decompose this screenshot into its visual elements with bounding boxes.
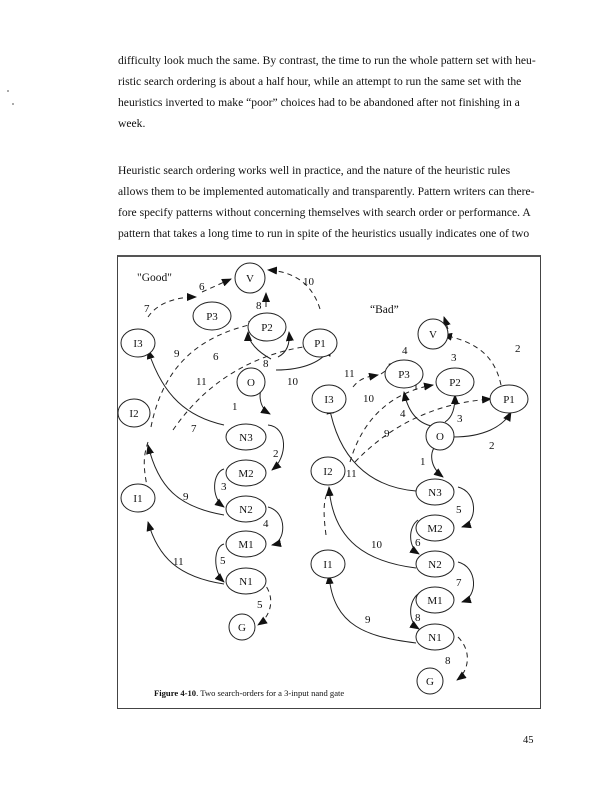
node-i1: I1 (323, 559, 333, 571)
search-order-diagram (118, 257, 542, 711)
text-line: difficulty look much the same. By contrast, the time to run the whole pattern set with heu- (118, 54, 536, 67)
edge-label: 9 (174, 348, 180, 360)
edge-label: 10 (363, 393, 374, 405)
edge-label: 10 (303, 276, 314, 288)
edge-label: 9 (384, 428, 390, 440)
edge-label: 8 (415, 612, 421, 624)
graph-title-bad: “Bad” (370, 304, 399, 316)
edge-label: 7 (144, 303, 150, 315)
text-line: Heuristic search ordering works well in practice, and the nature of the heuristic rules (118, 164, 511, 177)
edge-label: 10 (287, 376, 298, 388)
node-m1: M1 (238, 539, 254, 551)
caption-text: . Two search-orders for a 3-input nand gate (196, 688, 345, 698)
figure-4-10 (117, 255, 541, 709)
node-v: V (246, 273, 254, 285)
node-n3: N3 (428, 487, 442, 499)
edge-label: 3 (457, 413, 463, 425)
node-n2: N2 (428, 559, 442, 571)
paragraph-1 (118, 50, 538, 134)
edge-label: 8 (445, 655, 451, 667)
edge-label: 9 (365, 614, 371, 626)
figure-caption (154, 688, 344, 698)
text-line: ristic search ordering is about a half hour, while an attempt to run the same set with the (118, 75, 522, 88)
edge-label: 2 (489, 440, 495, 452)
edge-label: 4 (402, 345, 408, 357)
paragraph-2 (118, 160, 538, 244)
node-v: V (429, 329, 437, 341)
node-g: G (238, 622, 246, 634)
edge-label: 11 (173, 556, 184, 568)
edge-label: 3 (221, 481, 227, 493)
edge-label: 1 (232, 401, 238, 413)
text-line: week. (118, 117, 146, 130)
edge-label: 11 (196, 376, 207, 388)
node-p3: P3 (206, 311, 218, 323)
node-m1: M1 (427, 595, 443, 607)
edge-label: 9 (183, 491, 189, 503)
edge-label: 8 (263, 358, 269, 370)
scan-speck (12, 103, 14, 105)
edge-label: 4 (400, 408, 406, 420)
edge-label: 1 (420, 456, 426, 468)
node-p1: P1 (314, 338, 326, 350)
node-i2: I2 (323, 466, 333, 478)
node-p1: P1 (503, 394, 515, 406)
edge-label: 6 (199, 281, 205, 293)
edge-label: 8 (256, 300, 262, 312)
node-o: O (436, 431, 444, 443)
page-number: 45 (523, 735, 534, 746)
edge-label: 2 (515, 343, 521, 355)
edge-label: 4 (263, 518, 269, 530)
edge-label: 3 (451, 352, 457, 364)
text-line: heuristics inverted to make “poor” choices had to be abandoned after not finishing in a (118, 96, 520, 109)
scan-speck (7, 90, 9, 92)
edge-label: 5 (456, 504, 462, 516)
node-m2: M2 (427, 523, 443, 535)
node-i3: I3 (133, 338, 143, 350)
node-n3: N3 (239, 432, 253, 444)
graph-title-good: "Good" (137, 272, 172, 284)
text-line: fore specify patterns without concerning themselves with search order or performance. A (118, 206, 531, 219)
node-p2: P2 (261, 322, 273, 334)
edge-label: 7 (456, 577, 462, 589)
node-g: G (426, 676, 434, 688)
node-m2: M2 (238, 468, 254, 480)
node-n1: N1 (428, 632, 442, 644)
text-line: pattern that takes a long time to run in spite of the heuristics usually indicates one of two (118, 227, 530, 240)
edge-label: 7 (191, 423, 197, 435)
edge-label: 6 (415, 537, 421, 549)
node-o: O (247, 377, 255, 389)
node-p2: P2 (449, 377, 461, 389)
edge-label: 2 (273, 448, 279, 460)
edge-label: 5 (257, 599, 263, 611)
node-p3: P3 (398, 369, 410, 381)
edge-label: 6 (213, 351, 219, 363)
node-n1: N1 (239, 576, 253, 588)
node-n2: N2 (239, 504, 253, 516)
edge-label: 5 (220, 555, 226, 567)
node-i1: I1 (133, 493, 143, 505)
edge-label: 11 (344, 368, 355, 380)
text-line: allows them to be implemented automatically and transparently. Pattern writers can there- (118, 185, 535, 198)
node-i3: I3 (324, 394, 334, 406)
node-i2: I2 (129, 408, 139, 420)
edge-label: 11 (346, 468, 357, 480)
caption-label: Figure 4-10 (154, 688, 197, 698)
edge-label: 10 (371, 539, 382, 551)
